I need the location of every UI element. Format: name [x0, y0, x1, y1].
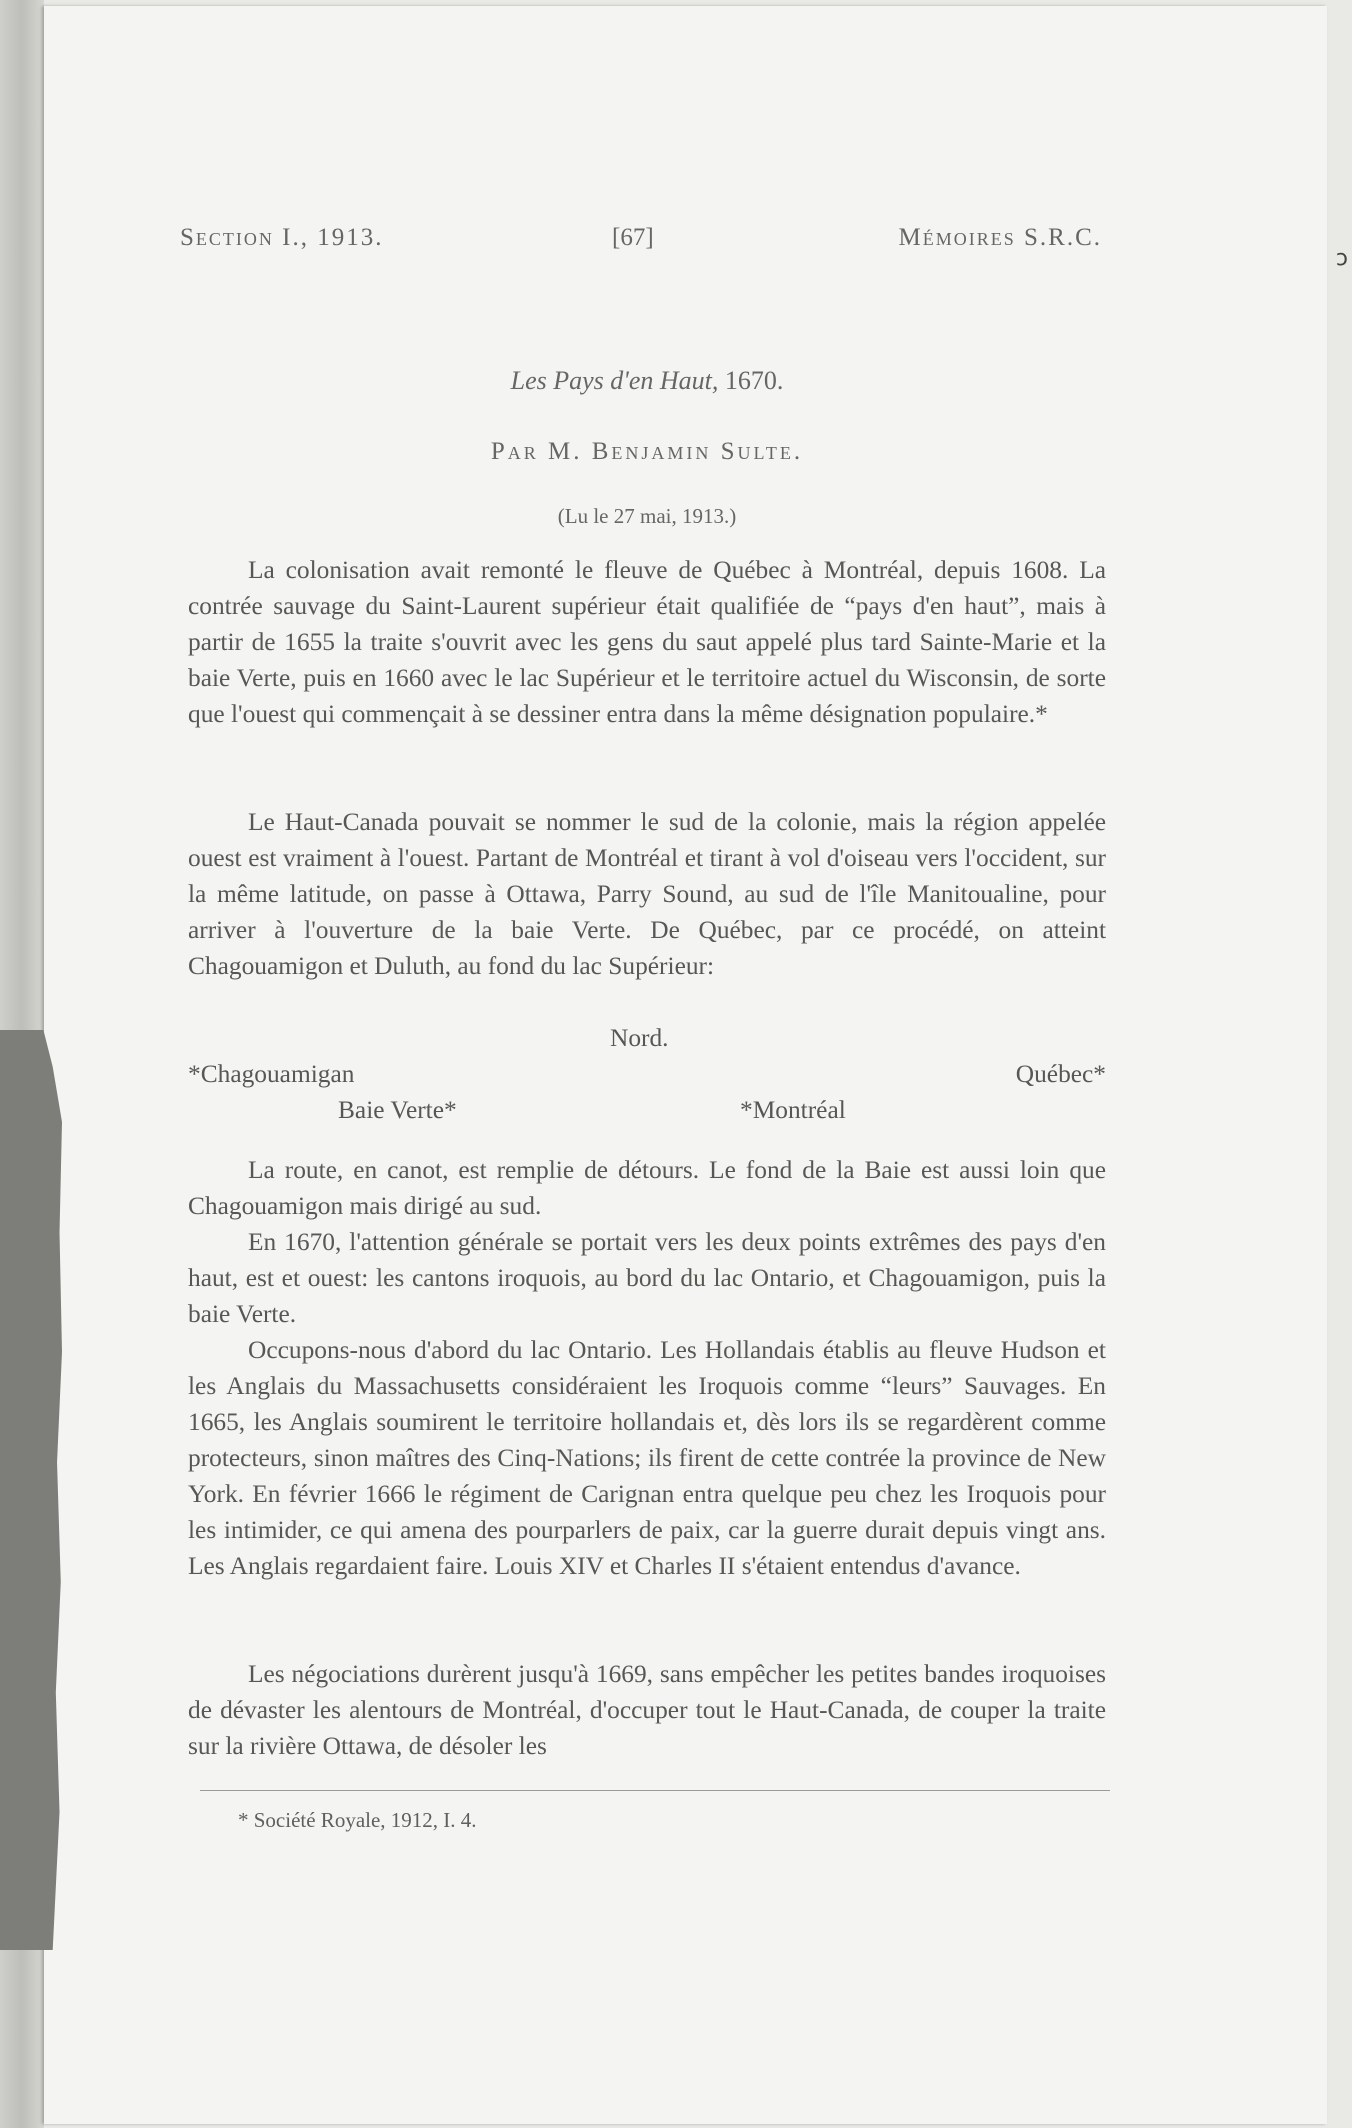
map-montreal-label: *Montréal [740, 1096, 846, 1124]
paragraph-4: En 1670, l'attention générale se portait vers les deux points extrêmes des pays d'en haut, est et ouest: les cantons iroquois, au bord du lac Ontario, et Chagouamigon, puis la baie Verte. [188, 1228, 1106, 1328]
orientation-diagram [188, 1024, 1106, 1132]
article-title [188, 366, 1106, 396]
paragraph-5: Occupons-nous d'abord du lac Ontario. Les Hollandais établis au fleuve Hudson et les Anglais du Massachusetts considéraient les Iroquois comme “leurs” Sauvages. En 1665, les Anglais soumirent le territoire hollandais et, dès lors ils se regardèrent comme protecteurs, sinon maîtres des Cinq-Nations; ils firent de cette contrée la province de New York. En février 1666 le régiment de Carignan entra quelque peu chez les Iroquois pour les intimider, ce qui amena des pourparlers de paix, car la guerre durait depuis vingt ans. Les Anglais regardaient faire. Louis XIV et Charles II s'étaient entendus d'avance. [188, 1336, 1106, 1580]
title-italic: Les Pays d'en Haut, [510, 366, 719, 395]
edge-mark: ͻ [1335, 246, 1348, 271]
header-journal: Mémoires S.R.C. [898, 224, 1102, 251]
paragraph-6: Les négociations durèrent jusqu'à 1669, sans empêcher les petites bandes iroquoises de dévaster les alentours de Montréal, d'occuper tout le Haut-Canada, de couper la traite sur la rivière Ottawa, de désoler les [188, 1660, 1106, 1760]
footnote-rule [200, 1790, 1110, 1791]
running-header [180, 224, 1102, 260]
paragraph-1: La colonisation avait remonté le fleuve de Québec à Montréal, depuis 1608. La contrée sauvage du Saint-Laurent supérieur était qualifiée de “pays d'en haut”, mais à partir de 1655 la traite s'ouvrit avec les gens du saut appelé plus tard Sainte-Marie et la baie Verte, puis en 1660 avec le lac Supérieur et le territoire actuel du Wisconsin, de sorte que l'ouest qui commençait à se dessiner entra dans la même désignation populaire.* [188, 556, 1106, 728]
paragraph-2: Le Haut-Canada pouvait se nommer le sud de la colonie, mais la région appelée ouest est vraiment à l'ouest. Partant de Montréal et tirant à vol d'oiseau vers l'occident, sur la même latitude, on passe à Ottawa, Parry Sound, au sud de l'île Manitoualine, pour arriver à l'ouverture de la baie Verte. De Québec, par ce procédé, on atteint Chagouamigon et Duluth, au fond du lac Supérieur: [188, 808, 1106, 980]
read-date: (Lu le 27 mai, 1913.) [557, 504, 737, 528]
map-quebec-label: Québec* [1015, 1060, 1106, 1088]
map-baie-verte-label: Baie Verte* [338, 1096, 457, 1124]
paragraph-3: La route, en canot, est remplie de détours. Le fond de la Baie est aussi loin que Chagouamigon mais dirigé au sud. [188, 1156, 1106, 1220]
map-north-label: Nord. [610, 1024, 669, 1052]
map-chagouamigon-label: *Chagouamigan [188, 1060, 355, 1088]
header-section: Section I., 1913. [180, 224, 384, 251]
page-edge-damage [0, 1030, 62, 1950]
article-author: Par M. Benjamin Sulte. [490, 438, 804, 465]
title-year: 1670. [718, 366, 784, 395]
header-page-number: [67] [612, 224, 654, 251]
footnote: * Société Royale, 1912, I. 4. [238, 1808, 477, 1832]
